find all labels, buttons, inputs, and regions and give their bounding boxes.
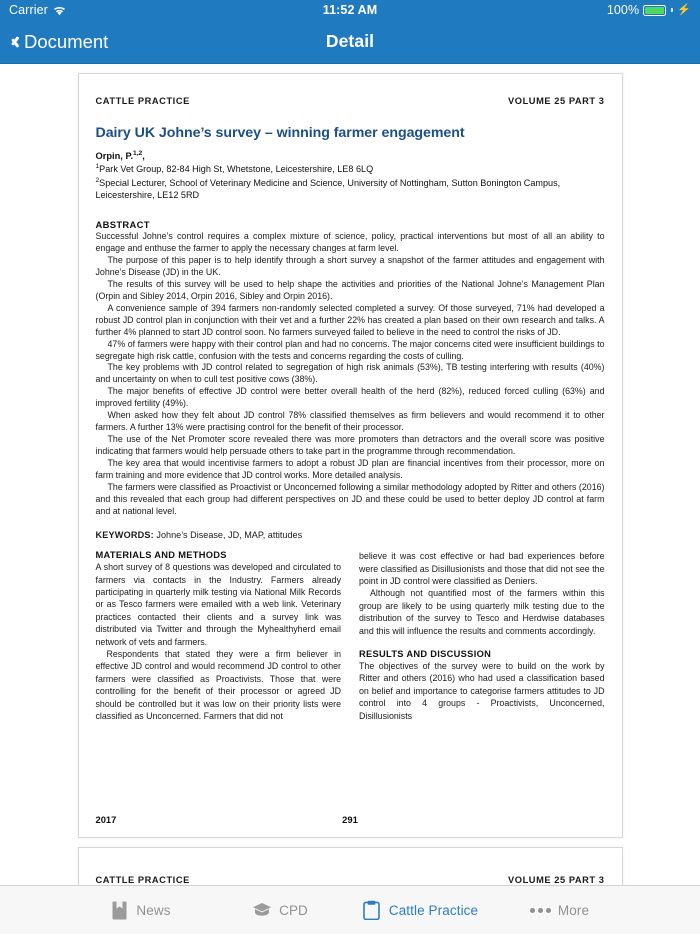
two-column-body [96, 550, 605, 722]
column-paragraph: Although not quantified most of the farmers within this group are likely to be using quarterly milk testing due to the distribution of the survey to Tesco and Herdwise databases and this will influence the results and comments accordingly. [359, 588, 605, 636]
chevron-left-icon [9, 33, 20, 51]
footer-page-number: 291 [342, 814, 358, 825]
column-paragraph: believe it was cost effective or had bad experiences before were classified as Disillusionists and those that did not see the point in JD control were classified as Deniers. [359, 551, 605, 586]
wifi-icon [53, 5, 66, 15]
battery-full-icon [643, 5, 666, 16]
abstract-paragraph: A convenience sample of 394 farmers non-randomly selected completed a survey. Of those surveyed, 71% had developed a robust JD control plan in conjunction with their vet and a further 22% has created a plan based on their own research and talks. A further 4% planned to start JD control soon. No farmers surveyed failed to believe in the need to control the risks of JD. [95, 302, 605, 337]
abstract-paragraph: The key problems with JD control related to segregation of high risk animals (53%), TB testing interfering with results (40%) and uncertainty on when to cull test positive cows (38%). [95, 362, 605, 385]
battery-cap [671, 8, 673, 12]
abstract-paragraph: When asked how they felt about JD control 78% classified themselves as firm believers and would recommend it to other farmers. A further 13% were practising control for the benefit of their processor. [95, 410, 605, 433]
abstract-paragraph: 47% of farmers were happy with their control plan and had no concerns. The major concerns cited were insufficient buildings to segregate high risk cattle, confusion with the tests and concerns regarding the costs of culling. [95, 338, 605, 361]
results-and-discussion-heading: RESULTS AND DISCUSSION [359, 649, 492, 660]
author-trailing: , [142, 151, 145, 162]
tab-cpd-label: CPD [279, 902, 308, 918]
abstract-paragraph: Successful Johne’s control requires a complex mixture of science, policy, practical interventions but most of all an ability to engage and enthuse the farmer to apply the necessary changes at farm level. [95, 230, 605, 253]
running-head-left: CATTLE PRACTICE [95, 96, 190, 106]
clipboard-icon [362, 900, 382, 920]
column-paragraph: A short survey of 8 questions was developed and circulated to farmers via contacts in the Industry. Farmers already participating in quarterly milk testing via National Milk Records or as Tesco farmers were emailed with a web link. Veterinary practices contacted their clients and a survey link was distributed via Twitter and through the Myhealthyherd email network of vets and farmers. [95, 562, 341, 647]
tab-cattle-practice[interactable] [350, 886, 490, 934]
abstract-paragraph: The key area that would incentivise farmers to adopt a robust JD plan are financial incentives from their processor, more on farm training and more evidence that JD control works. More detailed analysis. [95, 458, 605, 481]
back-button[interactable] [0, 31, 108, 53]
article-title: Dairy UK Johne’s survey – winning farmer engagement [95, 125, 465, 141]
running-head-right: VOLUME 25 PART 3 [508, 96, 605, 106]
tab-more[interactable] [490, 886, 630, 934]
tab-cattle-practice-label: Cattle Practice [388, 902, 479, 918]
column-left [96, 550, 342, 722]
materials-and-methods-heading: MATERIALS AND METHODS [95, 550, 227, 561]
document-page-next [78, 847, 623, 885]
ellipsis-icon [531, 900, 551, 920]
status-bar [0, 0, 700, 20]
news-book-icon [109, 900, 129, 920]
keywords-line [96, 530, 605, 540]
keywords-label: KEYWORDS: [95, 530, 154, 541]
affiliation-2 [96, 176, 605, 202]
carrier-label: Carrier [9, 3, 48, 17]
affiliation-1-text: Park Vet Group, 82-84 High St, Whetstone, Leicestershire, LE8 6LQ [99, 164, 374, 175]
keywords-value: Johne’s Disease, JD, MAP, attitudes [156, 530, 303, 541]
author-affiliation-marker: 1,2 [133, 150, 143, 158]
running-head-next [96, 875, 605, 885]
status-bar-left [9, 3, 66, 17]
back-button-label: Document [24, 30, 109, 52]
affiliation-2-text: Special Lecturer, School of Veterinary Medicine and Science, University of Nottingham, Sutton Bonington Campus, Leicestershire, LE12 5RD [95, 177, 561, 201]
abstract-paragraph: The major benefits of effective JD control were better overall health of the herd (82%), reduced forced culling (63%) and improved fertility (49%). [95, 386, 605, 409]
page-title: Detail [325, 31, 375, 51]
tab-news[interactable] [70, 886, 210, 934]
column-right [359, 550, 605, 722]
running-head-left: CATTLE PRACTICE [95, 875, 190, 885]
author-name: Orpin, P. [95, 151, 134, 162]
running-head [96, 96, 605, 106]
navigation-bar [0, 20, 700, 64]
tab-more-label: More [557, 902, 590, 918]
abstract-paragraph: The farmers were classified as Proactivist or Unconcerned following a similar methodology adopted by Ritter and others (2016) and this revealed that each group had different perspectives on JD and these could be used to better deploy JD control at farm and at national level. [95, 482, 605, 517]
running-head-right: VOLUME 25 PART 3 [508, 875, 605, 885]
column-paragraph: Respondents that stated they were a firm believer in effective JD control and would recommend JD control to other farmers were classified as Proactivists. Those that were controlling for the benefit of their processor or agreed JD should be controlled but it was low on their priority lists were classified as Unconcerned. Farmers that did not [95, 649, 341, 722]
document-scroll-area[interactable] [0, 64, 700, 885]
lightning-bolt-icon: ⚡ [677, 3, 691, 16]
status-bar-right [607, 3, 691, 17]
footer-year: 2017 [95, 814, 117, 825]
tab-bar [0, 885, 700, 934]
abstract-paragraph: The use of the Net Promoter score revealed there was more promoters than detractors and the overall score was positive indicating that farmers would help persuade others to take part in the programme through recommendation. [95, 434, 605, 457]
affiliation-1-marker: 1 [95, 163, 100, 171]
abstract-paragraph: The results of this survey will be used to help shape the activities and priorities of the National Johne’s Management Plan (Orpin and Sibley 2014, Orpin 2016, Sibley and Orpin 2016). [95, 278, 605, 301]
affiliation-1 [96, 162, 605, 176]
abstract-heading: ABSTRACT [95, 218, 150, 230]
column-paragraph: The objectives of the survey were to build on the work by Ritter and others (2016) who had used a classification based on belief and importance to categorise farmers attitudes to JD control into 4 groups - Proactivists, Unconcerned, Disillusionists [359, 661, 605, 721]
affiliation-2-marker: 2 [95, 176, 100, 184]
tab-cpd[interactable] [210, 886, 350, 934]
document-page-291 [78, 73, 623, 838]
page-footer [96, 814, 605, 825]
abstract-paragraph: The purpose of this paper is to help identify through a short survey a snapshot of the farmer attitudes and engagement with Johne’s Disease (JD) in the UK. [95, 254, 605, 277]
tab-news-label: News [136, 902, 171, 918]
graduation-cap-icon [252, 900, 272, 920]
author-line [96, 150, 605, 161]
status-bar-clock: 11:52 AM [322, 3, 378, 17]
battery-percent-label: 100% [606, 3, 640, 17]
